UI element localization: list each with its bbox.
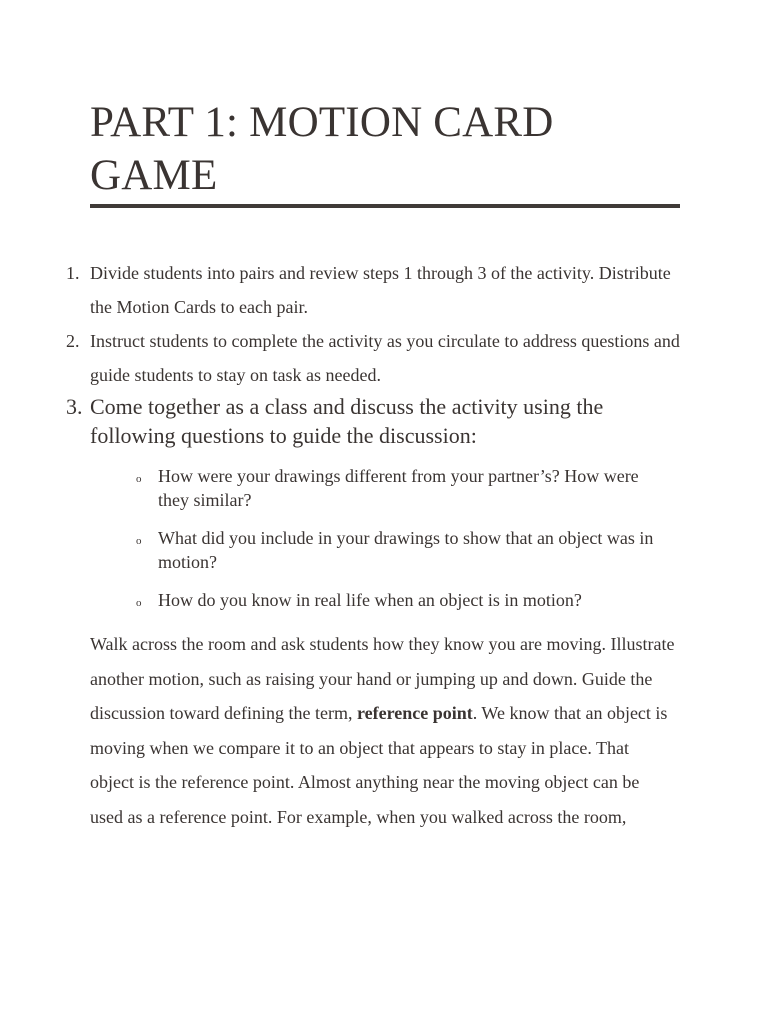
step-number: 1.: [66, 263, 80, 283]
paragraph-text-end: . We know that an object is moving when we compare it to an object that appears to stay in place. That object is the reference point. Almost anything near the moving object can be used as a reference point. For example, when you walked across the room,: [90, 703, 668, 827]
body-paragraph: [90, 627, 676, 835]
step-text: Instruct students to complete the activity as you circulate to address questions and guide students to stay on task as needed.: [90, 331, 680, 385]
step-number: 3.: [66, 394, 83, 419]
question-text: What did you include in your drawings to show that an object was in motion?: [158, 528, 654, 572]
question-text: How were your drawings different from your partner’s? How were they similar?: [158, 466, 639, 510]
circle-bullet-icon: o: [136, 535, 142, 547]
circle-bullet-icon: o: [136, 597, 142, 609]
title-divider: [90, 204, 680, 208]
step-list: [66, 256, 686, 632]
question-item: [136, 588, 666, 618]
step-body: [90, 392, 686, 632]
question-item: [136, 464, 666, 512]
reference-point-term: reference point: [356, 703, 473, 724]
question-text: How do you know in real life when an object is in motion?: [158, 590, 582, 610]
step-text: Come together as a class and discuss the activity using the following questions to guide the discussion:: [90, 394, 604, 448]
discussion-questions: [90, 464, 686, 618]
question-item: [136, 526, 666, 574]
step-text: Divide students into pairs and review steps 1 through 3 of the activity. Distribute the Motion Cards to each pair.: [90, 263, 671, 317]
step-number: 2.: [66, 331, 80, 351]
paragraph-text-start: Walk across the room and ask students how they know you are moving. Illustrate another motion, such as raising your hand or jumping up and down. Guide the discussion toward defining the term,: [90, 634, 675, 724]
circle-bullet-icon: o: [136, 473, 142, 485]
page-title: PART 1: MOTION CARD GAME: [90, 99, 554, 199]
step-item-2: [66, 324, 686, 392]
step-item-3: [66, 392, 686, 632]
step-item-1: [66, 256, 686, 324]
